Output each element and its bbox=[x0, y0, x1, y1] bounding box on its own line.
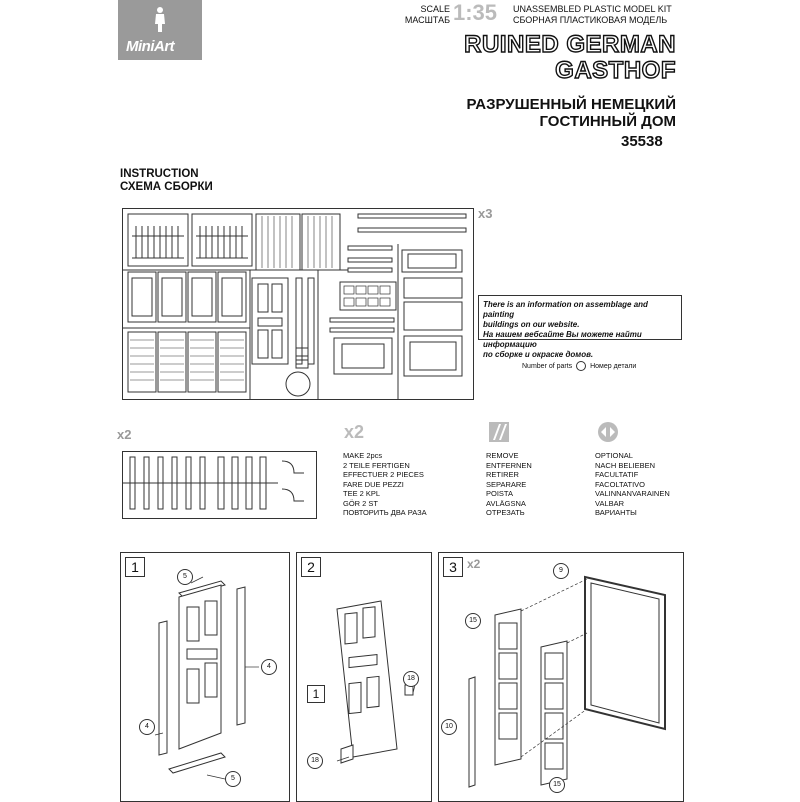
make-two-line: GÖR 2 ST bbox=[343, 498, 379, 508]
make-two-line: MAKE 2pcs bbox=[343, 451, 383, 460]
optional-icon bbox=[596, 420, 620, 444]
legend-en: Number of parts bbox=[522, 362, 573, 370]
part-number-circle-icon bbox=[576, 361, 586, 371]
brand-name: MiniArt bbox=[126, 38, 175, 55]
optional-line: VALBAR bbox=[595, 498, 625, 508]
kit-title-line1: RUINED GERMAN bbox=[464, 31, 676, 58]
step-3-panel bbox=[438, 552, 684, 802]
callout-part: 18 bbox=[307, 753, 323, 769]
optional-line: FACULTATIF bbox=[595, 470, 639, 479]
optional-line: NACH BELIEBEN bbox=[595, 460, 656, 470]
info-note-line3: На нашем вебсайте Вы можете найти информацию bbox=[483, 330, 642, 349]
callout-part: 4 bbox=[139, 719, 155, 735]
callout-part: 10 bbox=[441, 719, 457, 735]
callout-part: 5 bbox=[225, 771, 241, 787]
instruction-label-ru: СХЕМА СБОРКИ bbox=[120, 181, 213, 193]
kit-type-ru: СБОРНАЯ ПЛАСТИКОВАЯ МОДЕЛЬ bbox=[513, 15, 668, 25]
brand-logo bbox=[118, 0, 202, 60]
kit-title-line2: GASTHOF bbox=[555, 57, 676, 84]
step-3-number: 3 bbox=[443, 557, 463, 577]
kit-title bbox=[316, 32, 676, 84]
make-two-line: TEE 2 KPL bbox=[343, 489, 381, 498]
remove-line: ENTFERNEN bbox=[486, 460, 532, 470]
callout-part: 15 bbox=[549, 777, 565, 793]
optional-line: FACOLTATIVO bbox=[595, 479, 646, 489]
step-1-number: 1 bbox=[125, 557, 145, 577]
optional-line: OPTIONAL bbox=[595, 451, 633, 460]
substep-1-marker: 1 bbox=[307, 685, 325, 703]
kit-number: 35538 bbox=[621, 133, 663, 150]
soldier-silhouette-icon bbox=[150, 6, 170, 32]
sprue-b-parts bbox=[122, 451, 318, 519]
scale-label-en: SCALE bbox=[420, 4, 450, 14]
kit-title-ru bbox=[316, 96, 676, 130]
sprue-a-parts bbox=[122, 208, 474, 400]
callout-part: 15 bbox=[465, 613, 481, 629]
callout-part: 9 bbox=[553, 563, 569, 579]
make-two-line: ПОВТОРИТЬ ДВА РАЗА bbox=[343, 508, 427, 517]
remove-line: REMOVE bbox=[486, 451, 519, 460]
remove-line: AVLÄGSNA bbox=[486, 498, 526, 508]
scale-value: 1:35 bbox=[453, 0, 498, 25]
instruction-heading bbox=[120, 168, 213, 194]
optional-text bbox=[595, 451, 670, 518]
callout-part: 5 bbox=[177, 569, 193, 585]
sprue-a-multiplier: x3 bbox=[478, 206, 493, 221]
remove-line: RETIRER bbox=[486, 470, 519, 479]
remove-line: POISTA bbox=[486, 489, 513, 498]
instruction-label-en: INSTRUCTION bbox=[120, 168, 199, 180]
info-note-line1: There is an information on assemblage and painting bbox=[483, 300, 648, 319]
step-2-number: 2 bbox=[301, 557, 321, 577]
remove-line: ОТРЕЗАТЬ bbox=[486, 508, 525, 517]
info-note-line4: по сборке и окраске домов. bbox=[483, 350, 594, 359]
make-two-line: FARE DUE PEZZI bbox=[343, 479, 404, 489]
remove-icon bbox=[487, 420, 511, 444]
optional-line: VALINNANVARAINEN bbox=[595, 489, 670, 498]
step-3-multiplier: x2 bbox=[467, 557, 481, 571]
step-1-door-diagram bbox=[121, 553, 289, 801]
callout-part: 18 bbox=[403, 671, 419, 687]
step-3-frame-diagram bbox=[439, 553, 683, 801]
optional-line: ВАРИАНТЫ bbox=[595, 508, 637, 517]
step-2-panel bbox=[296, 552, 432, 802]
kit-type bbox=[513, 4, 672, 26]
info-note-line2: buildings on our website. bbox=[483, 320, 580, 329]
scale-label bbox=[398, 4, 450, 26]
info-note bbox=[478, 295, 682, 359]
sprue-b-multiplier: x2 bbox=[117, 427, 132, 442]
legend-ru: Номер детали bbox=[590, 362, 637, 370]
callout-part: 4 bbox=[261, 659, 277, 675]
make-two-line: EFFECTUER 2 PIECES bbox=[343, 470, 424, 479]
kit-type-en: UNASSEMBLED PLASTIC MODEL KIT bbox=[513, 4, 672, 14]
kit-title-ru-line2: ГОСТИННЫЙ ДОМ bbox=[539, 113, 676, 130]
remove-text bbox=[486, 451, 532, 518]
legend-number-of-parts bbox=[522, 361, 636, 371]
remove-line: SEPARARE bbox=[486, 479, 527, 489]
scale-label-ru: МАСШТАБ bbox=[404, 15, 450, 25]
make-two-icon: x2 bbox=[344, 422, 365, 442]
make-two-text bbox=[343, 451, 427, 518]
step-1-panel bbox=[120, 552, 290, 802]
kit-title-ru-line1: РАЗРУШЕННЫЙ НЕМЕЦКИЙ bbox=[466, 96, 676, 113]
make-two-line: 2 TEILE FERTIGEN bbox=[343, 460, 410, 470]
